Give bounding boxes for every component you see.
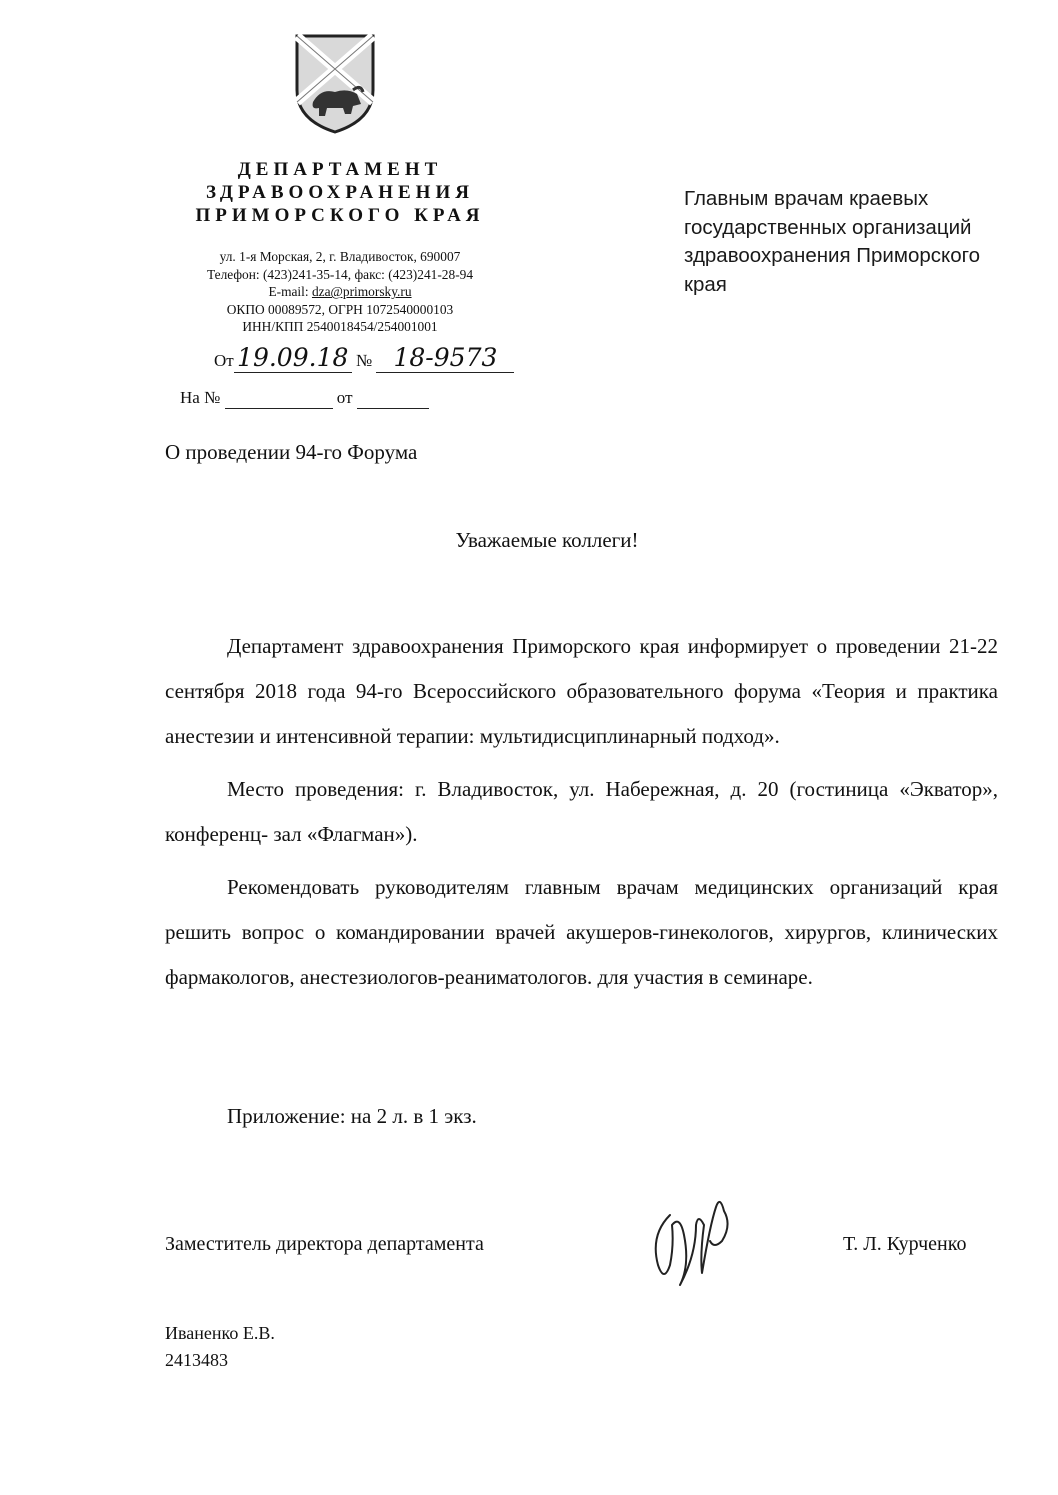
phone-line: Телефон: (423)241-35-14, факс: (423)241-28-94 [206,266,474,282]
registration-number: 18-9573 [376,343,514,373]
address-line: ул. 1-я Морская, 2, г. Владивосток, 690007 [219,249,461,264]
recipient-block [684,185,1024,299]
attachment-note: Приложение: на 2 л. в 1 экз. [227,1104,477,1128]
registration-date: 19.09.18 [234,343,352,373]
email-link[interactable]: dza@primorsky.ru [311,284,412,300]
registration-line [214,343,514,377]
ref-label: На № [180,388,221,407]
department-name [165,158,515,227]
department-line: ЗДРАВООХРАНЕНИЯ [206,182,474,203]
okpo-line: ОКПО 00089572, ОГРН 1072540000103 [226,301,454,317]
body-paragraph: Рекомендовать руководителям главным врачам медицинских организаций края решить вопрос о командировании врачей акушеров-гинекологов, хирургов, клинических фармакологов, анестезиологов-реаниматологов. для участия в семинаре. [165,875,998,989]
letter-subject: О проведении 94-го Форума [165,440,418,464]
department-contacts [165,248,515,336]
number-label: № [355,351,373,370]
executor-phone: 2413483 [165,1350,228,1370]
recipient-line: здравоохранения Приморского [684,244,981,267]
inn-line: ИНН/КПП 2540018454/254001001 [242,319,438,335]
email-line [165,283,515,301]
recipient-line: Главным врачам краевых [684,187,929,210]
signatory-position: Заместитель директора департамента [165,1233,484,1255]
ref-date-blank [357,388,429,409]
executor-block [165,1320,275,1374]
letter-body [165,624,998,1008]
recipient-line: края [684,272,727,296]
body-paragraph: Департамент здравоохранения Приморского края информирует о проведении 21-22 сентября 2018 года 94-го Всероссийского образовательного форума «Теория и практика анестезии и интенсивной терапии: мультидисциплинарный подход». [165,634,998,748]
reference-line [180,388,429,409]
coat-of-arms-icon [291,32,379,136]
body-paragraph: Место проведения: г. Владивосток, ул. Набережная, д. 20 (гостиница «Экватор», конференц- зал «Флагман»). [165,777,998,846]
signatory-name: Т. Л. Курченко [843,1233,967,1255]
executor-name: Иваненко Е.В. [165,1323,275,1343]
recipient-line: государственных организаций [684,215,972,239]
ref-number-blank [225,388,333,409]
greeting: Уважаемые коллеги! [455,528,639,552]
from-label: От [214,351,234,370]
department-line: ПРИМОРСКОГО КРАЯ [195,205,485,226]
ref-from-label: от [336,388,353,407]
handwritten-signature-icon [640,1185,750,1295]
email-label: E-mail: [268,284,309,300]
department-line: ДЕПАРТАМЕНТ [237,159,443,180]
